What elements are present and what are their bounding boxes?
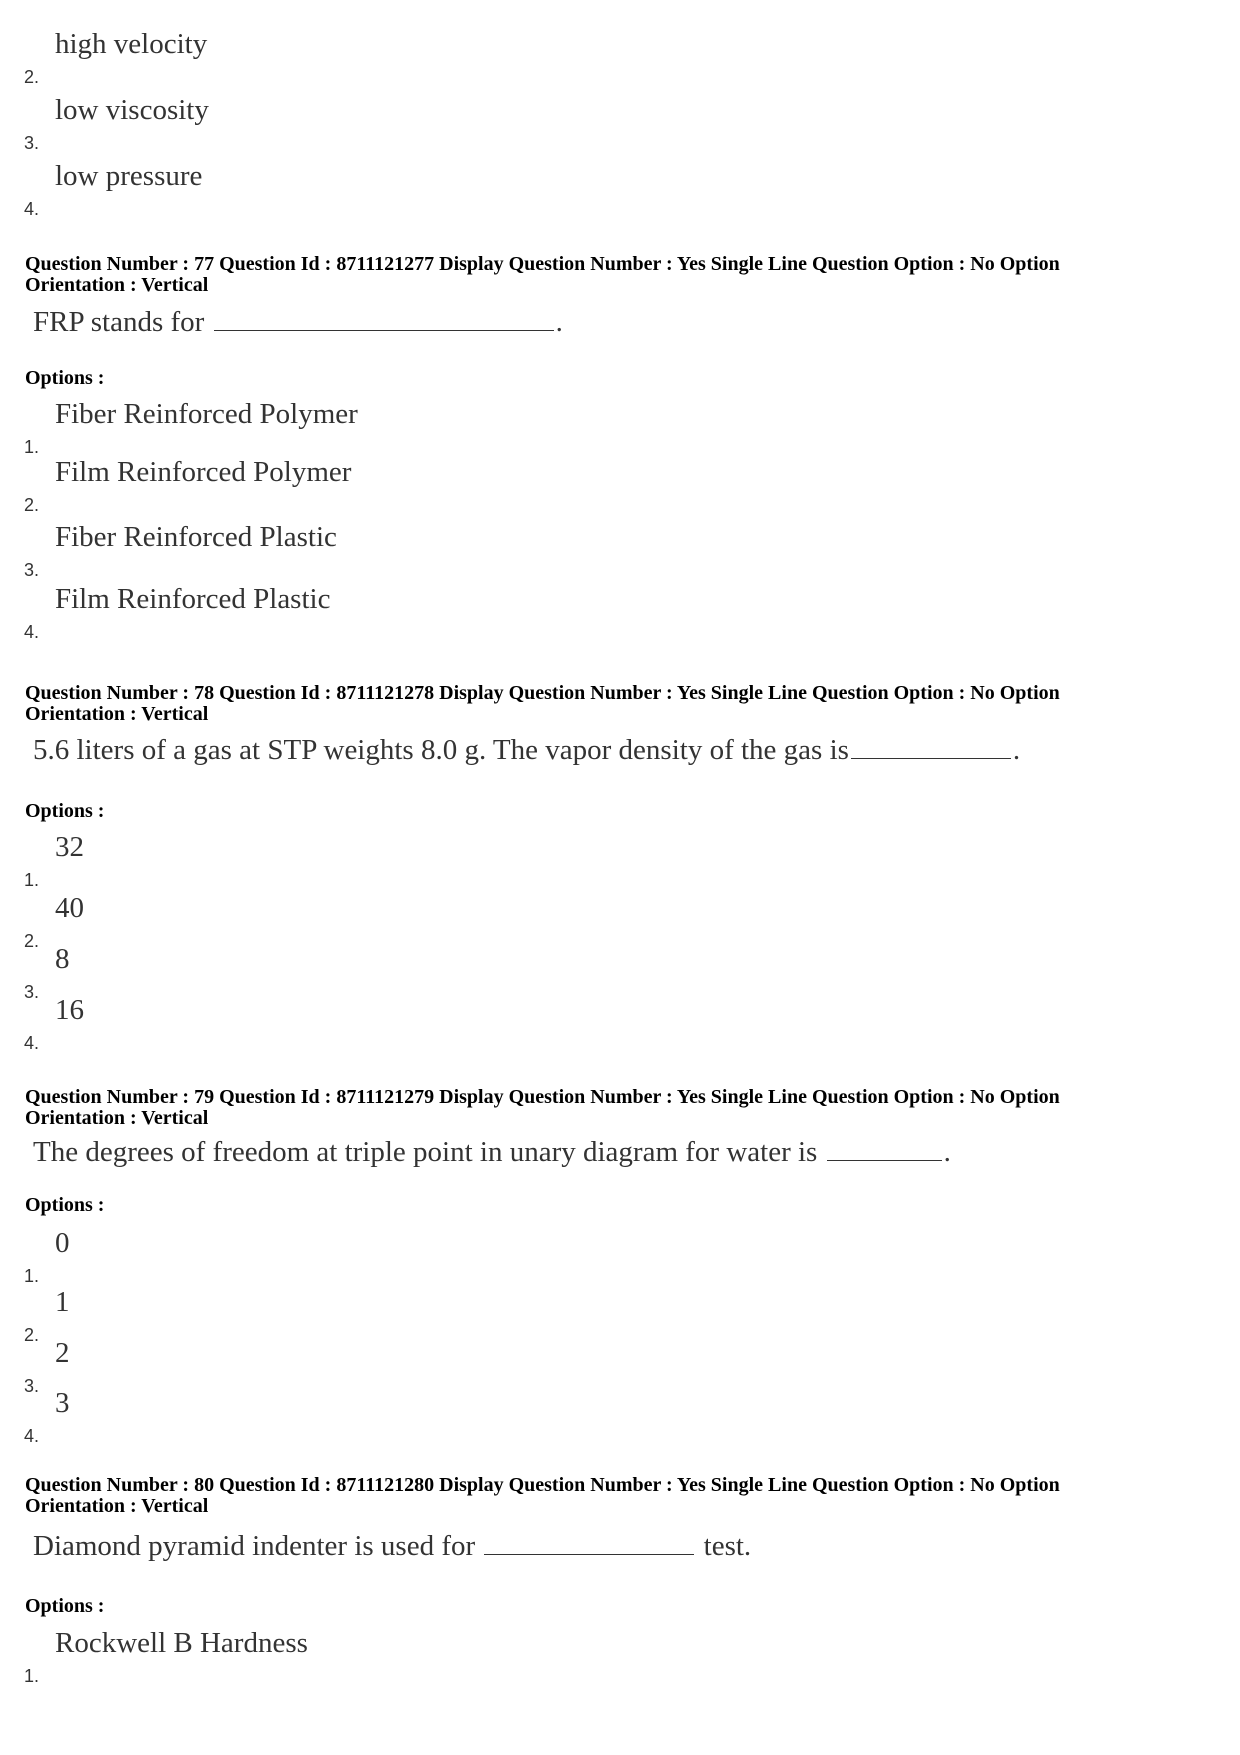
question-text	[33, 306, 563, 339]
option-item[interactable]	[0, 583, 1200, 643]
option-text: Film Reinforced Plastic	[55, 583, 331, 615]
option-number: 2.	[24, 67, 40, 87]
options-label: Options :	[25, 1595, 105, 1617]
option-number: 4.	[24, 199, 40, 219]
question-text-part: .	[943, 1136, 951, 1168]
question-text	[33, 1136, 951, 1169]
option-item[interactable]	[0, 456, 1200, 516]
answer-blank	[827, 1159, 942, 1161]
option-text: 40	[55, 892, 84, 924]
option-item[interactable]	[0, 1227, 1200, 1287]
option-number: 2.	[24, 931, 40, 951]
option-text: Film Reinforced Polymer	[55, 456, 352, 488]
option-item[interactable]	[0, 94, 1200, 154]
option-text: 0	[55, 1227, 70, 1259]
question-meta-line: Orientation : Vertical	[25, 274, 209, 296]
question-meta	[25, 1087, 1175, 1129]
question-text	[33, 734, 1020, 767]
option-text: 2	[55, 1337, 70, 1369]
option-item[interactable]	[0, 521, 1200, 581]
option-text: low pressure	[55, 160, 203, 192]
question-text-part: The degrees of freedom at triple point in unary diagram for water is	[33, 1136, 825, 1168]
option-text: Fiber Reinforced Plastic	[55, 521, 337, 553]
question-text	[33, 1530, 751, 1563]
option-number: 3.	[24, 560, 40, 580]
option-number: 3.	[24, 982, 40, 1002]
options-label: Options :	[25, 367, 105, 389]
option-item[interactable]	[0, 831, 1200, 891]
option-text: 8	[55, 943, 70, 975]
options-label: Options :	[25, 1194, 105, 1216]
option-number: 3.	[24, 133, 40, 153]
option-text: low viscosity	[55, 94, 209, 126]
option-number: 4.	[24, 1426, 40, 1446]
option-item[interactable]	[0, 1387, 1200, 1447]
question-meta	[25, 683, 1175, 725]
answer-blank	[214, 329, 554, 331]
option-number: 3.	[24, 1376, 40, 1396]
option-text: 1	[55, 1286, 70, 1318]
option-text: Rockwell B Hardness	[55, 1627, 308, 1659]
option-number: 2.	[24, 495, 40, 515]
option-text: high velocity	[55, 28, 208, 60]
question-meta-line: Orientation : Vertical	[25, 1107, 209, 1129]
option-item[interactable]	[0, 28, 1200, 88]
question-meta-line: Question Number : 77 Question Id : 8711121277 Display Question Number : Yes Single Line Question Option : No Option	[25, 253, 1060, 275]
option-number: 4.	[24, 622, 40, 642]
question-text-part: 5.6 liters of a gas at STP weights 8.0 g. The vapor density of the gas is	[33, 734, 849, 766]
answer-blank	[851, 757, 1011, 759]
option-item[interactable]	[0, 1627, 1200, 1687]
option-number: 2.	[24, 1325, 40, 1345]
question-meta-line: Orientation : Vertical	[25, 703, 209, 725]
option-item[interactable]	[0, 160, 1200, 220]
option-item[interactable]	[0, 398, 1200, 458]
question-meta-line: Orientation : Vertical	[25, 1495, 209, 1517]
option-text: 32	[55, 831, 84, 863]
option-text: 16	[55, 994, 84, 1026]
option-number: 4.	[24, 1033, 40, 1053]
option-text: Fiber Reinforced Polymer	[55, 398, 358, 430]
option-number: 1.	[24, 437, 40, 457]
question-meta	[25, 1475, 1175, 1517]
option-text: 3	[55, 1387, 70, 1419]
question-meta	[25, 254, 1175, 296]
question-text-part: .	[1012, 734, 1021, 766]
question-text-part: test.	[696, 1530, 752, 1562]
option-number: 1.	[24, 870, 40, 890]
question-text-part: FRP stands for	[33, 306, 212, 338]
options-label: Options :	[25, 800, 105, 822]
option-item[interactable]	[0, 994, 1200, 1054]
question-meta-line: Question Number : 78 Question Id : 8711121278 Display Question Number : Yes Single Line Question Option : No Option	[25, 682, 1060, 704]
option-number: 1.	[24, 1266, 40, 1286]
question-meta-line: Question Number : 80 Question Id : 8711121280 Display Question Number : Yes Single Line Question Option : No Option	[25, 1474, 1060, 1496]
question-text-part: .	[555, 306, 563, 338]
question-text-part: Diamond pyramid indenter is used for	[33, 1530, 483, 1562]
option-number: 1.	[24, 1666, 40, 1686]
answer-blank	[484, 1553, 694, 1555]
question-meta-line: Question Number : 79 Question Id : 8711121279 Display Question Number : Yes Single Line Question Option : No Option	[25, 1086, 1060, 1108]
